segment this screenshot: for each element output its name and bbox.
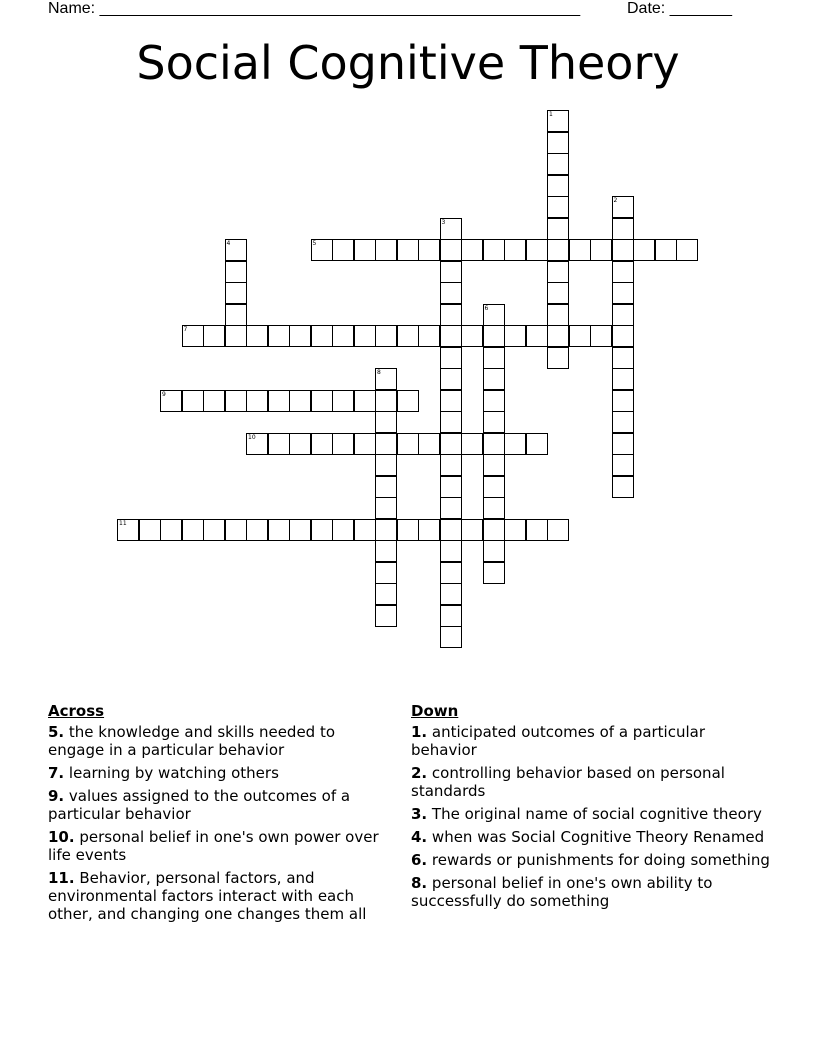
grid-cell[interactable] (139, 519, 161, 541)
grid-cell[interactable] (375, 562, 397, 584)
clue-number: 6. (411, 851, 428, 869)
grid-cell[interactable] (375, 605, 397, 627)
name-field-label: Name: ______________________________________________________ (48, 0, 581, 17)
grid-cell[interactable] (225, 261, 247, 283)
grid-cell[interactable] (225, 282, 247, 304)
clue-text: the knowledge and skills needed to engage in a particular behavior (48, 723, 336, 759)
grid-cell[interactable] (504, 325, 526, 347)
grid-cell[interactable] (633, 239, 655, 261)
grid-cell[interactable] (440, 454, 462, 476)
clue-number: 11. (48, 869, 75, 887)
grid-cell[interactable] (375, 519, 397, 541)
grid-cell[interactable] (612, 347, 634, 369)
clue-text: when was Social Cognitive Theory Renamed (431, 828, 765, 846)
cell-number: 3 (441, 218, 446, 226)
grid-cell[interactable] (569, 325, 591, 347)
grid-cell[interactable] (504, 519, 526, 541)
grid-cell[interactable] (440, 626, 462, 648)
grid-cell[interactable] (225, 519, 247, 541)
grid-cell[interactable] (418, 433, 440, 455)
grid-cell[interactable] (418, 519, 440, 541)
grid-cell[interactable] (547, 347, 569, 369)
across-clue-11 (48, 869, 393, 923)
grid-cell[interactable] (246, 519, 268, 541)
grid-cell[interactable] (289, 390, 311, 412)
grid-cell[interactable] (440, 540, 462, 562)
grid-cell[interactable] (289, 519, 311, 541)
grid-cell[interactable] (332, 433, 354, 455)
down-clue-4 (411, 828, 771, 846)
grid-cell[interactable] (418, 239, 440, 261)
grid-cell[interactable] (461, 519, 483, 541)
grid-cell[interactable] (526, 433, 548, 455)
grid-cell[interactable] (483, 433, 505, 455)
grid-cell[interactable] (612, 261, 634, 283)
grid-cell[interactable] (440, 261, 462, 283)
cell-number: 5 (312, 240, 317, 247)
clue-text: The original name of social cognitive theory (431, 805, 762, 823)
across-clue-7 (48, 764, 393, 782)
grid-cell[interactable] (612, 239, 634, 261)
grid-cell[interactable] (289, 433, 311, 455)
grid-cell[interactable] (289, 325, 311, 347)
grid-cell[interactable] (440, 562, 462, 584)
grid-cell[interactable] (332, 239, 354, 261)
grid-cell[interactable] (569, 239, 591, 261)
grid-cell[interactable] (397, 433, 419, 455)
grid-cell[interactable] (547, 519, 569, 541)
cell-number: 11 (119, 519, 127, 527)
grid-cell[interactable] (440, 325, 462, 347)
grid-cell[interactable] (418, 325, 440, 347)
grid-cell[interactable] (225, 304, 247, 326)
grid-cell[interactable] (526, 325, 548, 347)
grid-cell[interactable] (440, 476, 462, 498)
grid-cell[interactable] (440, 390, 462, 412)
grid-cell[interactable] (547, 110, 569, 132)
grid-cell[interactable] (268, 390, 290, 412)
grid-cell[interactable] (440, 605, 462, 627)
across-clue-5 (48, 723, 393, 759)
grid-cell[interactable] (590, 239, 612, 261)
grid-cell[interactable] (268, 325, 290, 347)
grid-cell[interactable] (332, 325, 354, 347)
grid-cell[interactable] (268, 519, 290, 541)
grid-cell[interactable] (483, 519, 505, 541)
grid-cell[interactable] (332, 390, 354, 412)
grid-cell[interactable] (354, 325, 376, 347)
clue-number: 2. (411, 764, 428, 782)
grid-cell[interactable] (440, 347, 462, 369)
grid-cell[interactable] (547, 239, 569, 261)
grid-cell[interactable] (246, 390, 268, 412)
grid-cell[interactable] (375, 368, 397, 390)
grid-cell[interactable] (203, 390, 225, 412)
grid-cell[interactable] (547, 282, 569, 304)
down-heading: Down (411, 702, 459, 720)
grid-cell[interactable] (160, 390, 182, 412)
clue-number: 10. (48, 828, 75, 846)
grid-cell[interactable] (440, 239, 462, 261)
down-clues (411, 702, 771, 915)
grid-cell[interactable] (311, 519, 333, 541)
grid-cell[interactable] (311, 433, 333, 455)
grid-cell[interactable] (375, 411, 397, 433)
grid-cell[interactable] (547, 304, 569, 326)
grid-cell[interactable] (547, 325, 569, 347)
cell-number: 4 (226, 240, 231, 247)
grid-cell[interactable] (375, 239, 397, 261)
grid-cell[interactable] (655, 239, 677, 261)
grid-cell[interactable] (612, 218, 634, 240)
grid-cell[interactable] (225, 325, 247, 347)
clue-text: controlling behavior based on personal standards (411, 764, 725, 800)
grid-cell[interactable] (311, 239, 333, 261)
grid-cell[interactable] (612, 411, 634, 433)
grid-cell[interactable] (397, 390, 419, 412)
grid-cell[interactable] (375, 454, 397, 476)
down-clue-3 (411, 805, 771, 823)
grid-cell[interactable] (612, 325, 634, 347)
grid-cell[interactable] (612, 196, 634, 218)
grid-cell[interactable] (440, 583, 462, 605)
grid-cell[interactable] (354, 433, 376, 455)
grid-cell[interactable] (246, 325, 268, 347)
clue-number: 4. (411, 828, 428, 846)
grid-cell[interactable] (375, 433, 397, 455)
grid-cell[interactable] (397, 239, 419, 261)
grid-cell[interactable] (483, 540, 505, 562)
grid-cell[interactable] (375, 325, 397, 347)
down-clue-2 (411, 764, 771, 800)
grid-cell[interactable] (375, 583, 397, 605)
grid-cell[interactable] (483, 476, 505, 498)
across-clue-10 (48, 828, 393, 864)
clue-text: personal belief in one's own power over life events (48, 828, 379, 864)
cell-number: 1 (549, 111, 553, 118)
grid-cell[interactable] (440, 497, 462, 519)
grid-cell[interactable] (160, 519, 182, 541)
grid-cell[interactable] (225, 390, 247, 412)
grid-cell[interactable] (440, 218, 462, 240)
grid-cell[interactable] (461, 433, 483, 455)
grid-cell[interactable] (504, 433, 526, 455)
grid-cell[interactable] (203, 519, 225, 541)
grid-cell[interactable] (268, 433, 290, 455)
clue-text: Behavior, personal factors, and environmental factors interact with each other, and changing one changes them all (48, 869, 367, 923)
grid-cell[interactable] (440, 368, 462, 390)
grid-cell[interactable] (440, 433, 462, 455)
grid-cell[interactable] (117, 519, 139, 541)
grid-cell[interactable] (311, 390, 333, 412)
clue-text: values assigned to the outcomes of a particular behavior (48, 787, 351, 823)
grid-cell[interactable] (676, 239, 698, 261)
page-title: Social Cognitive Theory (136, 36, 680, 90)
grid-cell[interactable] (612, 368, 634, 390)
grid-cell[interactable] (225, 239, 247, 261)
grid-cell[interactable] (397, 325, 419, 347)
clue-number: 7. (48, 764, 65, 782)
grid-cell[interactable] (354, 519, 376, 541)
grid-cell[interactable] (440, 282, 462, 304)
grid-cell[interactable] (397, 519, 419, 541)
grid-cell[interactable] (246, 433, 268, 455)
crossword-grid (117, 110, 699, 650)
grid-cell[interactable] (375, 497, 397, 519)
down-clue-6 (411, 851, 771, 869)
cell-number: 2 (613, 197, 618, 204)
grid-cell[interactable] (354, 239, 376, 261)
grid-cell[interactable] (332, 519, 354, 541)
grid-cell[interactable] (461, 325, 483, 347)
grid-cell[interactable] (182, 325, 204, 347)
grid-cell[interactable] (440, 519, 462, 541)
clue-text: rewards or punishments for doing something (431, 851, 770, 869)
cell-number: 6 (484, 304, 489, 312)
grid-cell[interactable] (182, 390, 204, 412)
grid-cell[interactable] (483, 304, 505, 326)
cell-number: 7 (183, 326, 188, 333)
grid-cell[interactable] (547, 261, 569, 283)
cell-number: 8 (377, 369, 381, 376)
grid-cell[interactable] (483, 347, 505, 369)
clue-number: 8. (411, 874, 428, 892)
grid-cell[interactable] (504, 239, 526, 261)
grid-cell[interactable] (440, 411, 462, 433)
grid-cell[interactable] (612, 476, 634, 498)
grid-cell[interactable] (526, 519, 548, 541)
grid-cell[interactable] (483, 562, 505, 584)
grid-cell[interactable] (483, 325, 505, 347)
down-clue-1 (411, 723, 771, 759)
across-clue-9 (48, 787, 393, 823)
clue-number: 9. (48, 787, 65, 805)
grid-cell[interactable] (547, 196, 569, 218)
clue-text: anticipated outcomes of a particular behavior (411, 723, 706, 759)
grid-cell[interactable] (483, 239, 505, 261)
grid-cell[interactable] (483, 497, 505, 519)
cell-number: 10 (248, 433, 256, 441)
across-heading: Across (48, 702, 105, 720)
clue-number: 5. (48, 723, 65, 741)
down-clue-8 (411, 874, 771, 910)
grid-cell[interactable] (590, 325, 612, 347)
grid-cell[interactable] (461, 239, 483, 261)
grid-cell[interactable] (483, 368, 505, 390)
grid-cell[interactable] (547, 218, 569, 240)
grid-cell[interactable] (311, 325, 333, 347)
grid-cell[interactable] (375, 390, 397, 412)
grid-cell[interactable] (483, 454, 505, 476)
grid-cell[interactable] (483, 411, 505, 433)
clue-text: learning by watching others (68, 764, 279, 782)
grid-cell[interactable] (375, 476, 397, 498)
date-field-label: Date: _______ (627, 0, 732, 17)
grid-cell[interactable] (354, 390, 376, 412)
grid-cell[interactable] (440, 304, 462, 326)
grid-cell[interactable] (182, 519, 204, 541)
grid-cell[interactable] (483, 390, 505, 412)
grid-cell[interactable] (547, 153, 569, 175)
grid-cell[interactable] (612, 304, 634, 326)
clue-number: 3. (411, 805, 428, 823)
cell-number: 9 (162, 390, 166, 398)
grid-cell[interactable] (526, 239, 548, 261)
clue-number: 1. (411, 723, 428, 741)
across-clues (48, 702, 393, 928)
grid-cell[interactable] (612, 454, 634, 476)
grid-cell[interactable] (612, 433, 634, 455)
grid-cell[interactable] (547, 175, 569, 197)
grid-cell[interactable] (375, 540, 397, 562)
clue-text: personal belief in one's own ability to successfully do something (411, 874, 713, 910)
grid-cell[interactable] (612, 282, 634, 304)
grid-cell[interactable] (612, 390, 634, 412)
grid-cell[interactable] (203, 325, 225, 347)
grid-cell[interactable] (547, 132, 569, 154)
